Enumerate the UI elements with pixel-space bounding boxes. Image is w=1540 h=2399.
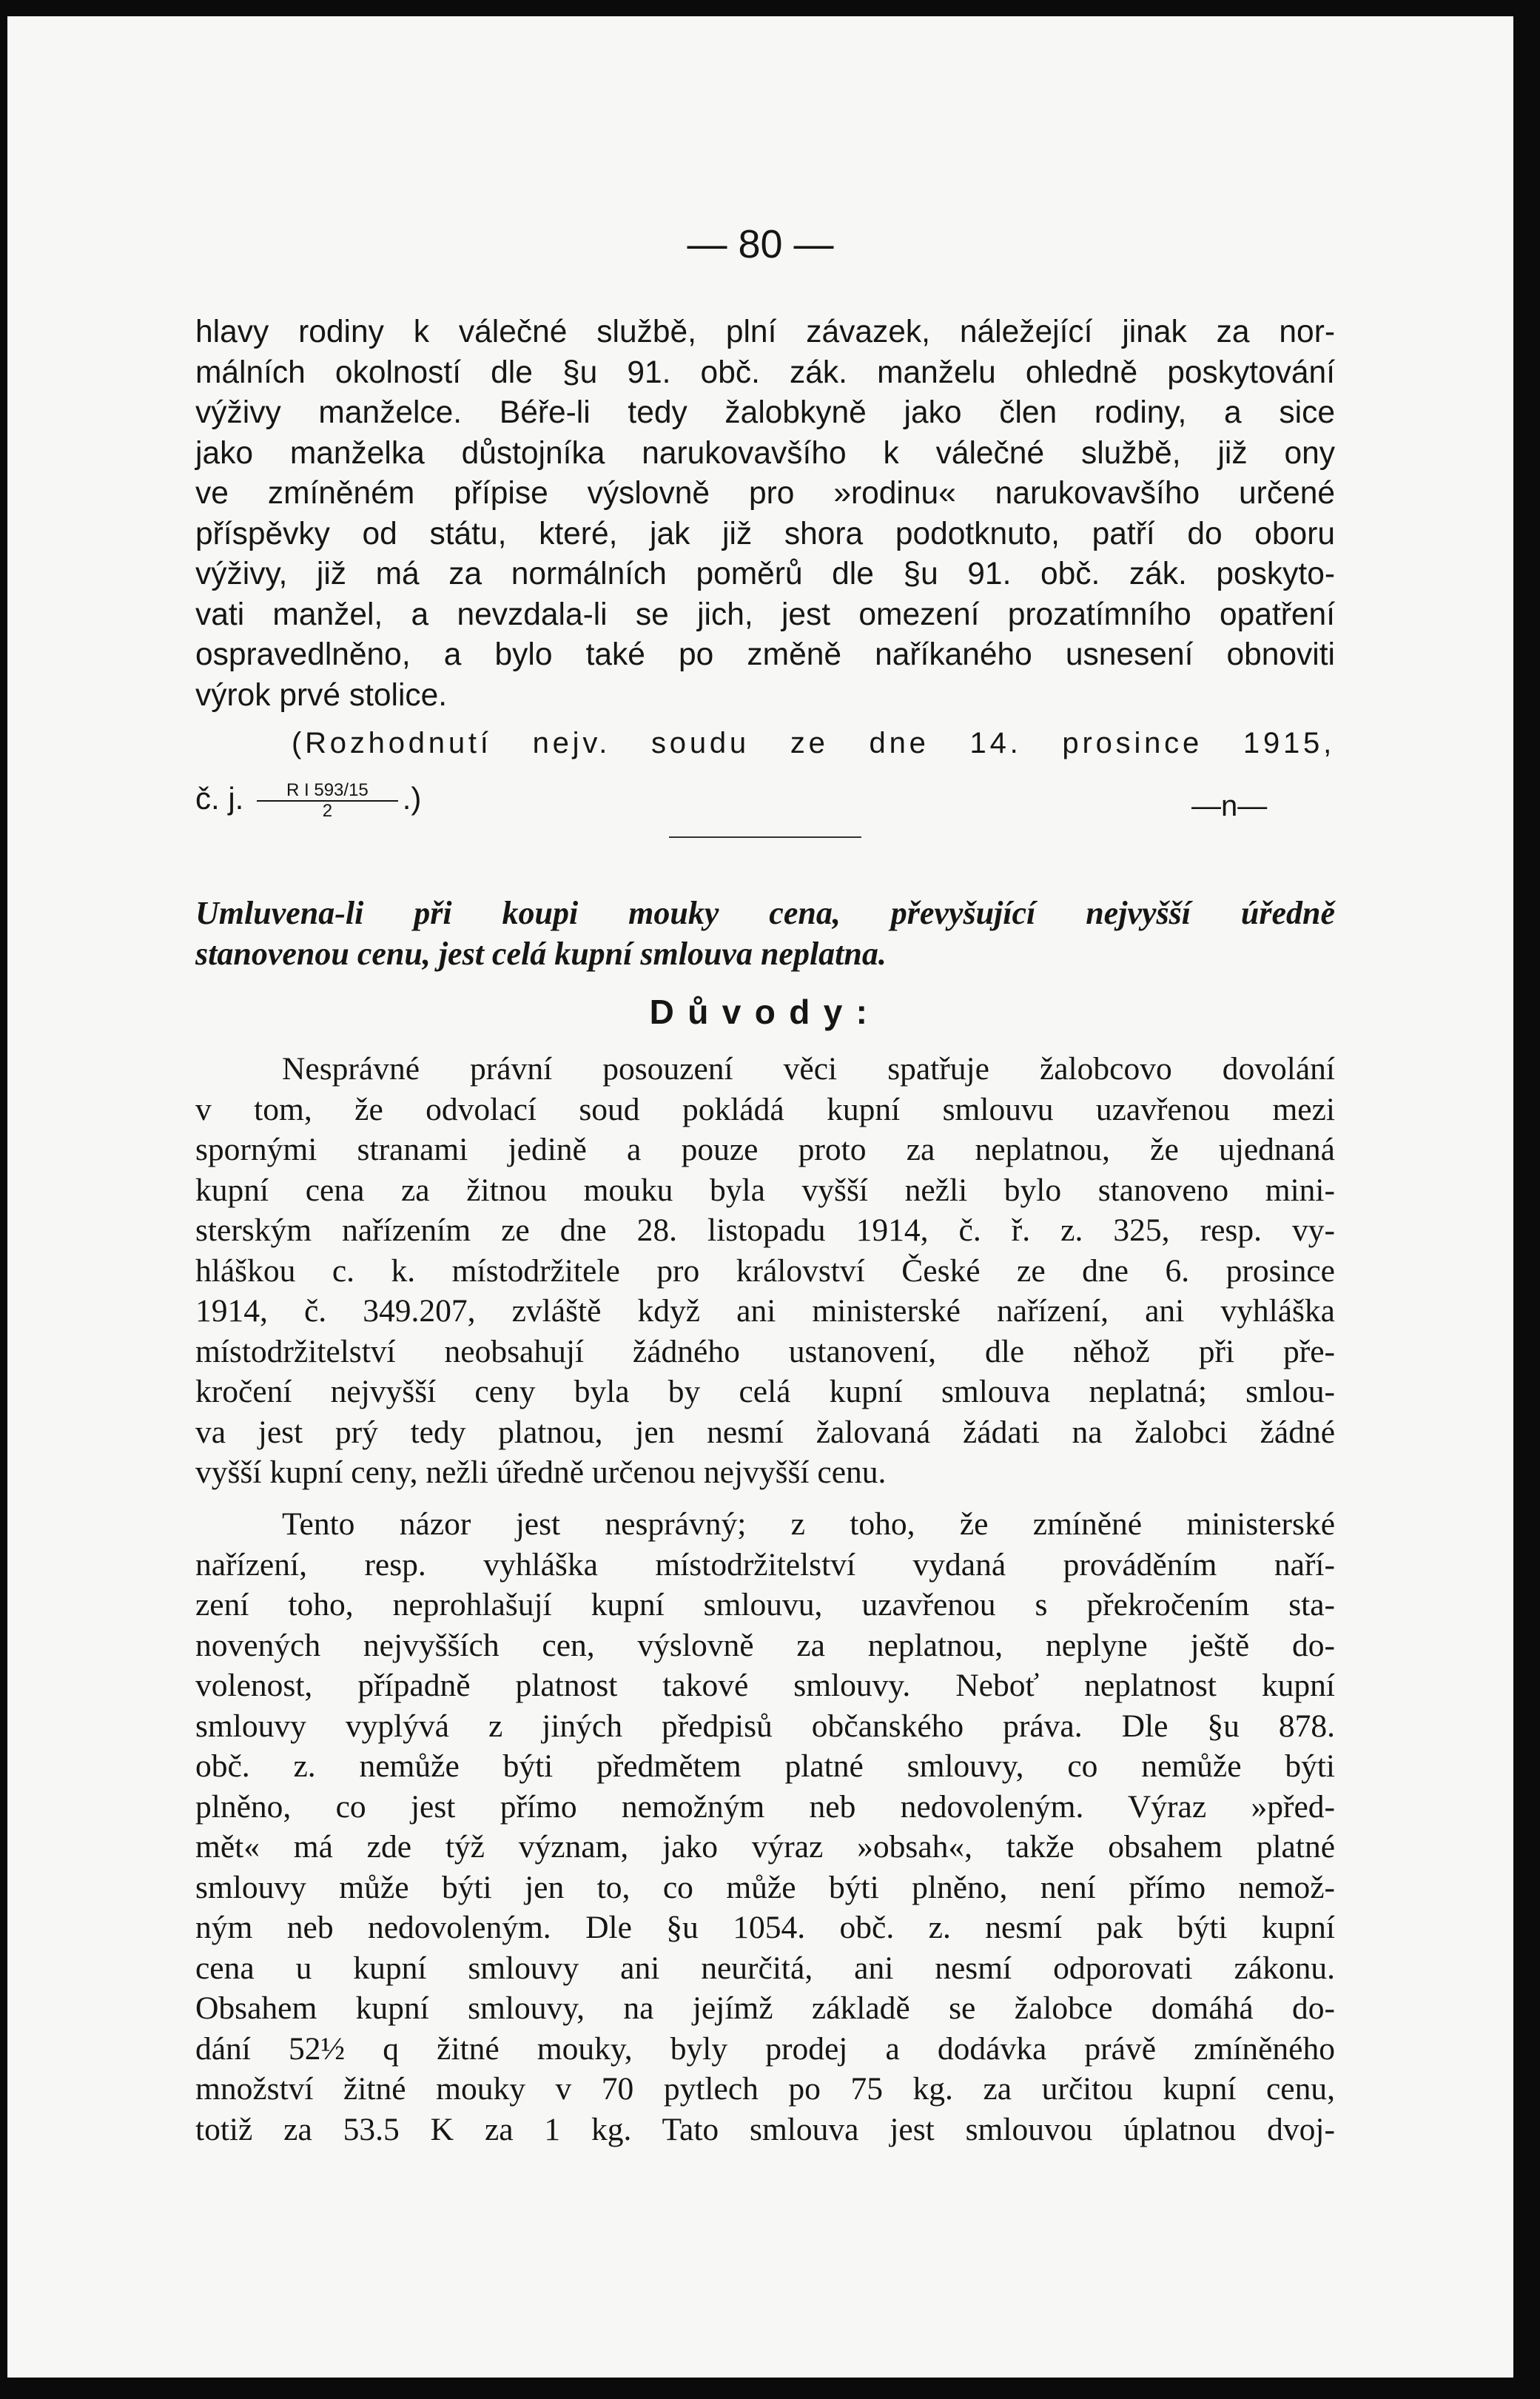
paragraph-1	[195, 1049, 1335, 1493]
text-line: spornými stranami jedině a pouze proto za neplatnou, že ujednaná	[195, 1132, 1335, 1167]
citation-prefix: č. j.	[195, 781, 244, 816]
text-line: smlouvy může býti jen to, co může býti plněno, není přímo nemož-	[195, 1869, 1335, 1905]
page-number: — 80 —	[687, 222, 834, 266]
text-line: cena u kupní smlouvy ani neurčitá, ani nesmí odporovati zákonu.	[195, 1950, 1335, 1986]
text-line: zení toho, neprohlašují kupní smlouvu, uzavřenou s překročením sta-	[195, 1587, 1335, 1623]
citation-close: .)	[402, 781, 422, 816]
text-line: sterským nařízením ze dne 28. listopadu 1914, č. ř. z. 325, resp. vy-	[195, 1212, 1335, 1248]
text-line: množství žitné mouky v 70 pytlech po 75 kg. za určitou kupní cenu,	[195, 2071, 1335, 2107]
text-line: vyšší kupní ceny, nežli úředně určenou nejvyšší cenu.	[195, 1455, 887, 1490]
text-line: výrok prvé stolice.	[195, 677, 448, 713]
text-line: ospravedlněno, a bylo také po změně naříkaného usnesení obnoviti	[195, 637, 1335, 672]
section-divider	[669, 836, 861, 838]
text-line: jako manželka důstojníka narukovavšího k válečné službě, již ony	[195, 435, 1335, 471]
citation	[292, 723, 1335, 764]
text-line: kupní cena za žitnou mouku byla vyšší nežli bylo stanoveno mini-	[195, 1172, 1335, 1208]
text-line: kročení nejvyšší ceny byla by celá kupní smlouva neplatná; smlou-	[195, 1374, 1335, 1409]
citation-line: (Rozhodnutí nejv. soudu ze dne 14. prosince 1915,	[292, 727, 1335, 759]
author-signature: —n—	[1191, 790, 1268, 822]
paragraph-2	[195, 1504, 1335, 2150]
text-line: výživy manželce. Béře-li tedy žalobkyně jako člen rodiny, a sice	[195, 395, 1335, 430]
section-1-text	[195, 312, 1335, 716]
text-line: va jest prý tedy platnou, jen nesmí žalovaná žádati na žalobci žádné	[195, 1414, 1335, 1450]
headnote-line: stanovenou cenu, jest celá kupní smlouva neplatna.	[195, 935, 887, 972]
text-line: v tom, že odvolací soud pokládá kupní smlouvu uzavřenou mezi	[195, 1091, 1335, 1127]
text-line: vati manžel, a nevzdala-li se jich, jest omezení prozatímního opatření	[195, 597, 1335, 632]
text-line: novených nejvyšších cen, výslovně za neplatnou, neplyne ještě do-	[195, 1627, 1335, 1663]
scanned-page	[7, 16, 1513, 2378]
text-line: smlouvy vyplývá z jiných předpisů občanského práva. Dle §u 878.	[195, 1708, 1335, 1744]
text-line: Nesprávné právní posouzení věci spatřuje žalobcovo dovolání	[282, 1051, 1335, 1087]
text-line: Tento názor jest nesprávný; z toho, že zmíněné ministerské	[282, 1506, 1335, 1542]
text-line: výživy, již má za normálních poměrů dle §u 91. obč. zák. poskyto-	[195, 557, 1335, 591]
text-line: málních okolností dle §u 91. obč. zák. manželu ohledně poskytování	[195, 355, 1335, 390]
text-line: ným neb nedovoleným. Dle §u 1054. obč. z. nesmí pak býti kupní	[195, 1910, 1335, 1945]
case-number-fraction	[257, 781, 398, 821]
text-line: ve zmíněném přípise výslovně pro »rodinu« narukovavšího určené	[195, 476, 1335, 511]
text-line: Obsahem kupní smlouvy, na jejímž základě se žalobce domáhá do-	[195, 1990, 1335, 2026]
text-line: příspěvky od státu, které, jak již shora podotknuto, patří do oboru	[195, 516, 1335, 551]
text-line: volenost, případně platnost takové smlouvy. Neboť neplatnost kupní	[195, 1668, 1335, 1703]
headnote	[195, 893, 1335, 974]
fraction-numerator: R I 593/15	[257, 781, 398, 802]
text-line: totiž za 53.5 K za 1 kg. Tato smlouva jest smlouvou úplatnou dvoj-	[195, 2111, 1335, 2147]
text-line: dání 52½ q žitné mouky, byly prodej a dodávka právě zmíněného	[195, 2030, 1335, 2067]
text-line: hlavy rodiny k válečné službě, plní závazek, náležející jinak za nor-	[195, 315, 1335, 349]
text-line: nařízení, resp. vyhláška místodržitelství vydaná prováděním naří-	[195, 1546, 1335, 1583]
section-heading: Důvody:	[649, 993, 881, 1031]
text-line: místodržitelství neobsahují žádného ustanovení, dle něhož při pře-	[195, 1333, 1335, 1369]
citation-reference	[195, 779, 421, 821]
fraction-denominator: 2	[322, 800, 333, 821]
text-line: plněno, co jest přímo nemožným neb nedovoleným. Výraz »před-	[195, 1788, 1335, 1825]
headnote-line: Umluvena-li při koupi mouky cena, převyšující nejvyšší úředně	[195, 895, 1335, 931]
text-line: mět« má zde týž význam, jako výraz »obsah«, takže obsahem platné	[195, 1829, 1335, 1865]
text-line: hláškou c. k. místodržitele pro království České ze dne 6. prosince	[195, 1252, 1335, 1289]
text-line: obč. z. nemůže býti předmětem platné smlouvy, co nemůže býti	[195, 1748, 1335, 1784]
text-line: 1914, č. 349.207, zvláště když ani ministerské nařízení, ani vyhláška	[195, 1293, 1335, 1329]
